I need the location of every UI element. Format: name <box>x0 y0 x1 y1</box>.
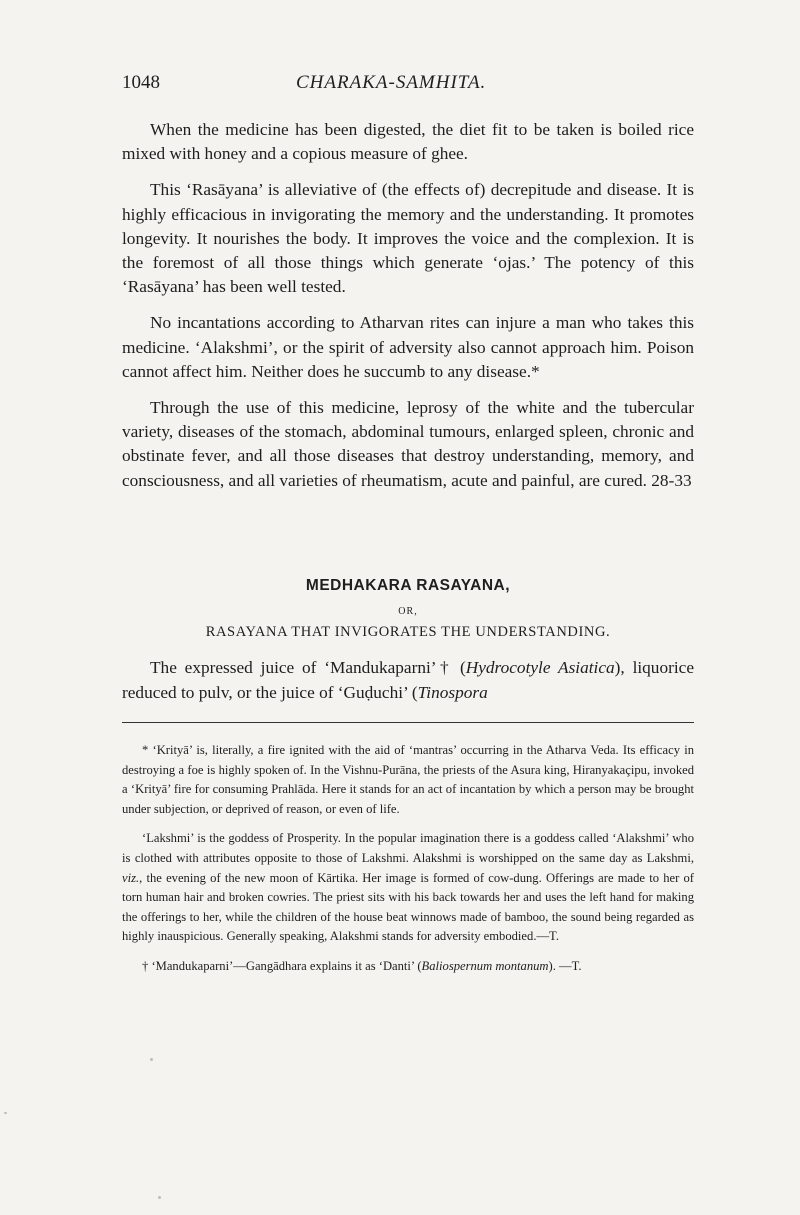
section-subtitle: RASAYANA THAT INVIGORATES THE UNDERSTANDING. <box>205 624 611 640</box>
section-connector: OR, <box>398 606 418 617</box>
footnotes <box>122 741 694 987</box>
recipe-text-part-1: The expressed juice of ‘Mandukaparni’† ( <box>150 658 466 677</box>
footnote-lakshmi-viz: viz. <box>122 870 140 885</box>
page-number: 1048 <box>122 72 160 93</box>
footnote-lakshmi-part-2: , the evening of the new moon of Kārtika. Her image is formed of cow-dung. Offerings are made to her of torn human hair and broken cowries. The priest sits with his back towards her and uses the left hand for making the offerings to her, while the children of the house beat winnows made of bamboo, the sound being regarded as highly inauspicious. Generally speaking, Alakshmi stands for adversity embodied.—T. <box>122 870 694 944</box>
footnote-kritya: * ‘Krityā’ is, literally, a fire ignited with the aid of ‘mantras’ occurring in the Atharva Veda. Its efficacy in destroying a foe is highly spoken of. In the Vishnu-Purāna, the priests of the Asura king, Hiranyakaçipu, invoked a ‘Krityā’ fire for consuming Prahlāda. Here it stands for an act of incantation by which a person may be brought under subjection, or deprived of reason, or even of life. <box>122 743 694 816</box>
paragraph-diet: When the medicine has been digested, the diet fit to be taken is boiled rice mixed with honey and a copious measure of ghee. <box>122 120 694 164</box>
running-title: CHARAKA-SAMHITA. <box>296 72 487 93</box>
paragraph-incantations: No incantations according to Atharvan rites can injure a man who takes this medicine. ‘Alakshmi’, or the spirit of adversity also cannot approach him. Poison cannot affect him. Neither does he succumb to any disease.* <box>122 313 694 381</box>
footnote-mandukaparni-part-1: † ‘Mandukaparni’—Gangādhara explains it as ‘Danti’ ( <box>142 958 422 973</box>
recipe-botanical-name-1: Hydrocotyle Asiatica <box>465 658 615 677</box>
recipe-paragraph <box>122 656 694 705</box>
footnote-mandukaparni-part-2: ). —T. <box>548 958 582 973</box>
footnote-mandukaparni <box>122 957 694 977</box>
recipe-text <box>122 656 694 705</box>
footnote-divider <box>122 722 694 723</box>
paragraph-rasayana-effects: This ‘Rasāyana’ is alleviative of (the effects of) decrepitude and disease. It is highly efficacious in invigorating the memory and the understanding. It promotes longevity. It nourishes the body. It improves the voice and the complexion. It is the foremost of all those things which generate ‘ojas.’ The potency of this ‘Rasāyana’ has been well tested. <box>122 180 694 297</box>
paragraph-diseases-cured: Through the use of this medicine, leprosy of the white and the tubercular variety, diseases of the stomach, abdominal tumours, enlarged spleen, chronic and obstinate fever, and all those diseases that destroy understanding, memory, and consciousness, and all varieties of rheumatism, acute and painful, are cured. 28-33 <box>122 398 694 490</box>
recipe-botanical-name-2: Tinospora <box>417 682 488 702</box>
section-title: MEDHAKARA RASAYANA, <box>305 577 511 594</box>
scan-speck <box>150 1058 153 1061</box>
recipe-text-part-2: ), liquorice reduced to pulv, or the juice of ‘Guḍuchi’ ( <box>122 658 694 702</box>
footnote-lakshmi <box>122 829 694 947</box>
scan-speck <box>158 1196 161 1199</box>
page-header <box>122 72 682 102</box>
body-text <box>122 118 694 505</box>
scan-speck <box>4 1112 7 1114</box>
footnote-mandukaparni-botanical: Baliospernum montanum <box>421 958 549 973</box>
footnote-lakshmi-part-1: ‘Lakshmi’ is the goddess of Prosperity. In the popular imagination there is a goddess called ‘Alakshmi’ who is clothed with attributes opposite to those of Lakshmi. Alakshmi is worshipped on the same day as Lakshmi, <box>122 831 694 865</box>
section-heading <box>122 577 694 641</box>
